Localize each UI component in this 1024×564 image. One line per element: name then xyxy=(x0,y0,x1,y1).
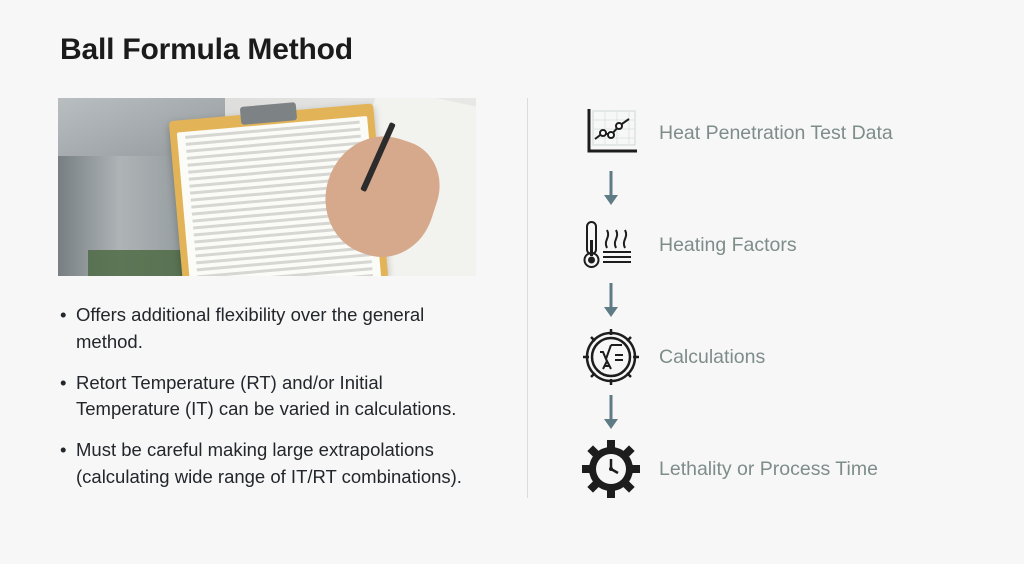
arrow-down-icon xyxy=(575,282,647,320)
gear-calculation-icon xyxy=(575,325,647,389)
bullet-list xyxy=(58,302,476,491)
page-title: Ball Formula Method xyxy=(60,33,353,66)
flow-step-label: Lethality or Process Time xyxy=(659,457,878,480)
list-item: • Must be careful making large extrapolations (calculating wide range of IT/RT combinations). xyxy=(58,437,476,491)
stopwatch-gear-icon xyxy=(575,437,647,501)
flow-step-heating-factors xyxy=(575,208,995,282)
arrow-down-icon xyxy=(575,394,647,432)
process-flow xyxy=(575,96,995,506)
clipboard-photo xyxy=(58,98,476,276)
flow-step-label: Calculations xyxy=(659,345,766,368)
thermometer-heat-icon xyxy=(575,213,647,277)
left-column xyxy=(58,98,476,507)
line-chart-icon xyxy=(575,101,647,165)
list-item: • Offers additional flexibility over the general method. xyxy=(58,302,476,356)
list-item: • Retort Temperature (RT) and/or Initial Temperature (IT) can be varied in calculations. xyxy=(58,370,476,424)
arrow-down-icon xyxy=(575,170,647,208)
flow-step-lethality-or-process-time xyxy=(575,432,995,506)
clipboard-clip-shape xyxy=(240,102,297,125)
flow-step-calculations xyxy=(575,320,995,394)
flow-step-label: Heat Penetration Test Data xyxy=(659,121,893,144)
flow-step-heat-penetration-test-data xyxy=(575,96,995,170)
flow-step-label: Heating Factors xyxy=(659,233,797,256)
column-divider xyxy=(527,98,528,498)
